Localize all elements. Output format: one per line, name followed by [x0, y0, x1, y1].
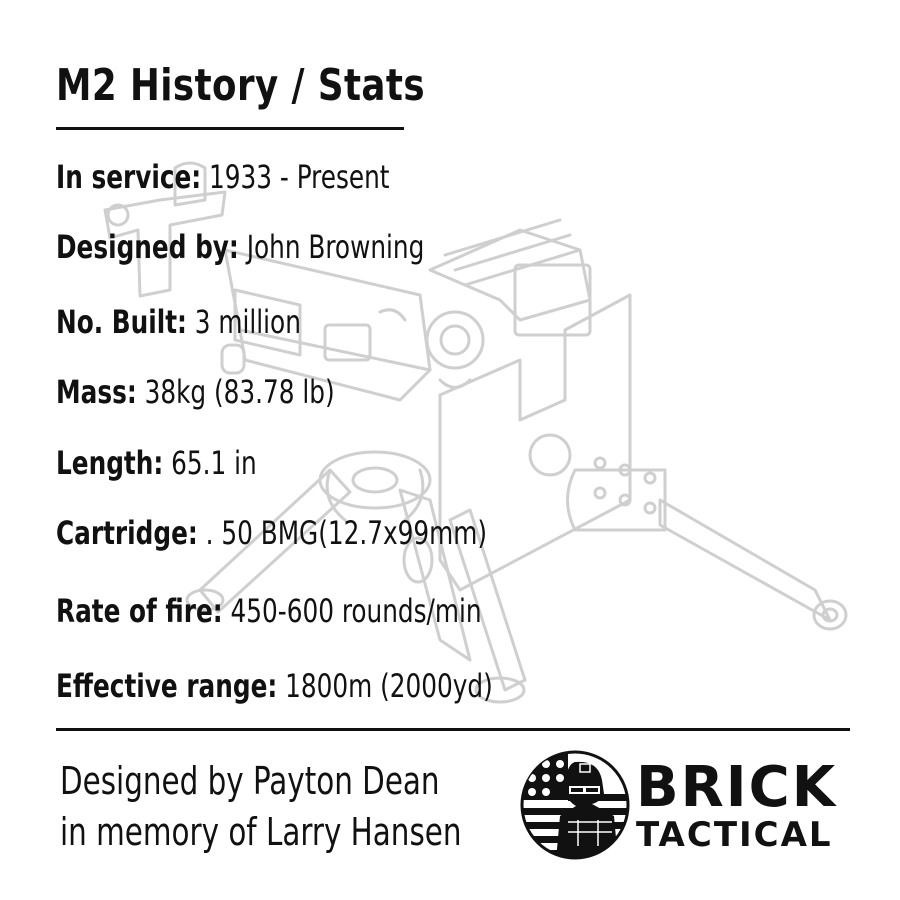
stat-cartridge	[56, 514, 488, 552]
stat-mass	[56, 373, 335, 411]
page-title: M2 History / Stats	[56, 60, 426, 111]
stat-label: Designed by:	[56, 228, 239, 266]
stat-value: 3 million	[194, 303, 301, 341]
stat-label: Effective range:	[56, 667, 278, 705]
stat-rate-of-fire	[56, 592, 482, 630]
stat-length	[56, 444, 257, 482]
stat-value: 38kg (83.78 lb)	[144, 373, 335, 411]
stat-label: In service:	[56, 158, 202, 196]
stat-label: Length:	[56, 444, 164, 482]
brand-name-brick: BRICK	[636, 755, 838, 820]
stat-label: Rate of fire:	[56, 592, 223, 630]
brick-tactical-logo-icon	[520, 750, 630, 860]
stat-label: No. Built:	[56, 303, 187, 341]
stat-number-built	[56, 303, 301, 341]
stat-value: 1800m (2000yd)	[285, 667, 493, 705]
stat-value: 1933 - Present	[209, 158, 390, 196]
stat-value: 450-600 rounds/min	[230, 592, 482, 630]
stat-value: 65.1 in	[171, 444, 257, 482]
stat-designed-by	[56, 228, 425, 266]
stat-label: Mass:	[56, 373, 137, 411]
brand-name-tactical: TACTICAL	[636, 815, 833, 855]
stat-value: John Browning	[246, 228, 425, 266]
stat-value: . 50 BMG(12.7x99mm)	[205, 514, 488, 552]
section-divider	[56, 728, 850, 731]
title-underline	[56, 127, 404, 130]
credit-memorial: in memory of Larry Hansen	[60, 810, 462, 854]
credit-designer: Designed by Payton Dean	[60, 759, 440, 803]
stat-label: Cartridge:	[56, 514, 198, 552]
stat-effective-range	[56, 667, 493, 705]
stat-in-service	[56, 158, 390, 196]
